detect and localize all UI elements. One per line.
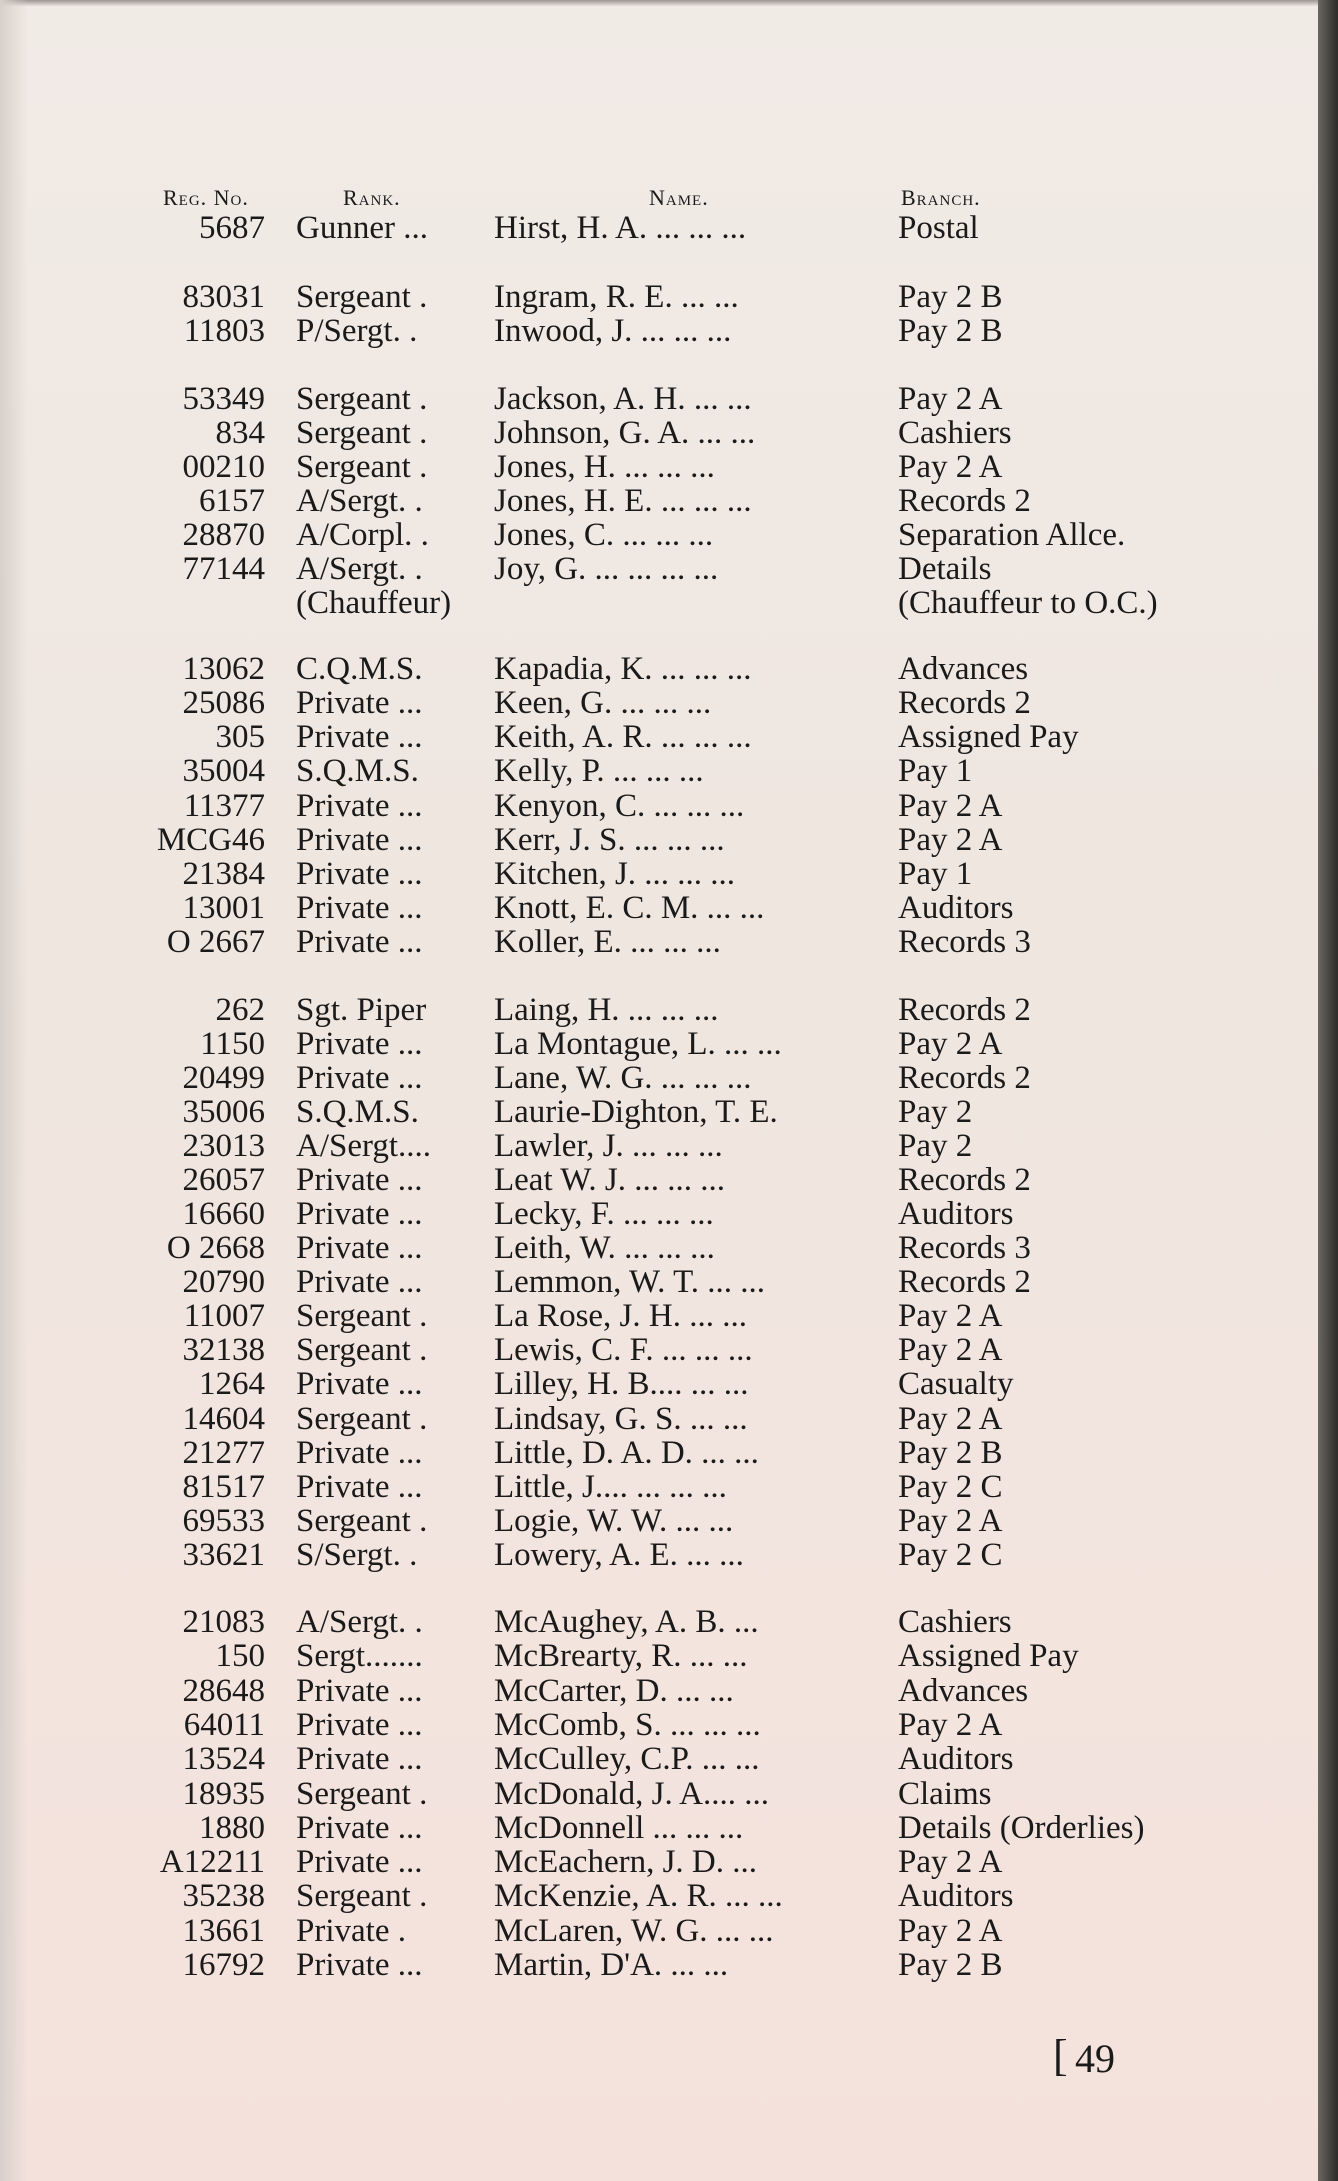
- name-cell: McComb, S. ... ... ...: [494, 1707, 761, 1743]
- rank-cell: A/Sergt. .: [296, 1604, 423, 1640]
- reg-no-cell: 305: [215, 719, 265, 755]
- branch-cell: Pay 2 A: [898, 1707, 1003, 1743]
- reg-no-cell: 77144: [182, 551, 265, 587]
- branch-cell: Pay 2 A: [898, 1332, 1003, 1368]
- name-cell: Keen, G. ... ... ...: [494, 685, 712, 721]
- branch-cell: Details: [898, 551, 992, 587]
- rank-cell: Gunner ...: [296, 210, 428, 246]
- rank-cell: Private ...: [296, 856, 423, 892]
- branch-cell: Records 3: [898, 1230, 1031, 1266]
- rank-cell: Private ...: [296, 685, 423, 721]
- reg-no-cell: 53349: [182, 381, 265, 417]
- rank-cell: Private ...: [296, 1230, 423, 1266]
- branch-cell: Assigned Pay: [898, 719, 1079, 755]
- branch-cell: (Chauffeur to O.C.): [898, 585, 1158, 621]
- rank-cell: A/Sergt. .: [296, 483, 423, 519]
- name-cell: Keith, A. R. ... ... ...: [494, 719, 752, 755]
- name-cell: Martin, D'A. ... ...: [494, 1947, 729, 1983]
- branch-cell: Cashiers: [898, 1604, 1012, 1640]
- reg-no-cell: 6157: [199, 483, 265, 519]
- name-cell: Jones, H. E. ... ... ...: [494, 483, 752, 519]
- reg-no-cell: 35006: [182, 1094, 265, 1130]
- rank-cell: S.Q.M.S.: [296, 1094, 419, 1130]
- reg-no-cell: 25086: [182, 685, 265, 721]
- name-cell: Jackson, A. H. ... ...: [494, 381, 752, 417]
- rank-cell: Private ...: [296, 1741, 423, 1777]
- branch-cell: Pay 2 B: [898, 1947, 1003, 1983]
- branch-cell: Records 2: [898, 483, 1031, 519]
- reg-no-cell: 26057: [182, 1162, 265, 1198]
- reg-no-cell: 33621: [182, 1537, 265, 1573]
- name-cell: Knott, E. C. M. ... ...: [494, 890, 765, 926]
- branch-cell: Pay 2 A: [898, 1913, 1003, 1949]
- name-cell: Johnson, G. A. ... ...: [494, 415, 756, 451]
- branch-cell: Records 2: [898, 1060, 1031, 1096]
- rank-cell: Private ...: [296, 1366, 423, 1402]
- header-reg-no: Reg. No.: [163, 185, 249, 210]
- name-cell: La Rose, J. H. ... ...: [494, 1298, 747, 1334]
- branch-cell: Pay 2 A: [898, 1026, 1003, 1062]
- branch-cell: Pay 1: [898, 753, 973, 789]
- binding-edge: [1318, 0, 1338, 2181]
- name-cell: McEachern, J. D. ...: [494, 1844, 758, 1880]
- branch-cell: Pay 2 C: [898, 1469, 1003, 1505]
- rank-cell: Private ...: [296, 1844, 423, 1880]
- reg-no-cell: 21384: [182, 856, 265, 892]
- rank-cell: A/Sergt. .: [296, 551, 423, 587]
- reg-no-cell: 83031: [182, 279, 265, 315]
- name-cell: Inwood, J. ... ... ...: [494, 313, 732, 349]
- rank-cell: P/Sergt. .: [296, 313, 418, 349]
- branch-cell: Casualty: [898, 1366, 1014, 1402]
- name-cell: Lawler, J. ... ... ...: [494, 1128, 723, 1164]
- name-cell: Laing, H. ... ... ...: [494, 992, 719, 1028]
- rank-cell: Sergeant .: [296, 449, 428, 485]
- name-cell: Lewis, C. F. ... ... ...: [494, 1332, 753, 1368]
- name-cell: McLaren, W. G. ... ...: [494, 1913, 774, 1949]
- rank-cell: C.Q.M.S.: [296, 651, 423, 687]
- name-cell: Joy, G. ... ... ... ...: [494, 551, 719, 587]
- rank-cell: S.Q.M.S.: [296, 753, 419, 789]
- reg-no-cell: 1880: [199, 1810, 265, 1846]
- reg-no-cell: 13524: [182, 1741, 265, 1777]
- branch-cell: Pay 2 B: [898, 313, 1003, 349]
- rank-cell: Sergeant .: [296, 1878, 428, 1914]
- reg-no-cell: 00210: [182, 449, 265, 485]
- branch-cell: Records 2: [898, 992, 1031, 1028]
- branch-cell: Pay 2: [898, 1128, 973, 1164]
- branch-cell: Separation Allce.: [898, 517, 1126, 553]
- reg-no-cell: 150: [215, 1638, 265, 1674]
- rank-cell: Sergeant .: [296, 1401, 428, 1437]
- reg-no-cell: 5687: [199, 210, 265, 246]
- rank-cell: Private ...: [296, 1264, 423, 1300]
- branch-cell: Pay 2 A: [898, 1298, 1003, 1334]
- page-gutter-shadow: [0, 0, 28, 2181]
- reg-no-cell: 64011: [183, 1707, 265, 1743]
- reg-no-cell: 20790: [182, 1264, 265, 1300]
- branch-cell: Claims: [898, 1776, 992, 1812]
- rank-cell: Private ...: [296, 822, 423, 858]
- name-cell: McAughey, A. B. ...: [494, 1604, 759, 1640]
- reg-no-cell: O 2668: [166, 1230, 265, 1266]
- rank-cell: Private ...: [296, 1196, 423, 1232]
- reg-no-cell: 14604: [182, 1401, 265, 1437]
- reg-no-cell: 11007: [183, 1298, 265, 1334]
- branch-cell: Pay 2 A: [898, 822, 1003, 858]
- rank-cell: Sergeant .: [296, 381, 428, 417]
- branch-cell: Cashiers: [898, 415, 1012, 451]
- rank-cell: Sergeant .: [296, 1332, 428, 1368]
- rank-cell: S/Sergt. .: [296, 1537, 418, 1573]
- reg-no-cell: 21277: [182, 1435, 265, 1471]
- rank-cell: Sergt.......: [296, 1638, 423, 1674]
- reg-no-cell: 16660: [182, 1196, 265, 1232]
- header-name: Name.: [649, 185, 709, 210]
- name-cell: Jones, H. ... ... ...: [494, 449, 715, 485]
- name-cell: Ingram, R. E. ... ...: [494, 279, 739, 315]
- reg-no-cell: 69533: [182, 1503, 265, 1539]
- name-cell: McKenzie, A. R. ... ...: [494, 1878, 783, 1914]
- name-cell: Little, J.... ... ... ...: [494, 1469, 727, 1505]
- reg-no-cell: 1150: [200, 1026, 265, 1062]
- reg-no-cell: 834: [215, 415, 265, 451]
- reg-no-cell: A12211: [159, 1844, 265, 1880]
- name-cell: Kelly, P. ... ... ...: [494, 753, 704, 789]
- reg-no-cell: 13062: [182, 651, 265, 687]
- reg-no-cell: 23013: [182, 1128, 265, 1164]
- page-number: 49: [1075, 2036, 1115, 2081]
- reg-no-cell: 32138: [182, 1332, 265, 1368]
- branch-cell: Pay 2 A: [898, 381, 1003, 417]
- name-cell: McDonald, J. A.... ...: [494, 1776, 769, 1812]
- name-cell: La Montague, L. ... ...: [494, 1026, 782, 1062]
- branch-cell: Assigned Pay: [898, 1638, 1079, 1674]
- branch-cell: Records 2: [898, 685, 1031, 721]
- rank-cell: Sergeant .: [296, 1776, 428, 1812]
- reg-no-cell: 1264: [199, 1366, 265, 1402]
- rank-cell: (Chauffeur): [296, 585, 452, 621]
- name-cell: Logie, W. W. ... ...: [494, 1503, 734, 1539]
- page-top-edge: [0, 0, 1318, 6]
- rank-cell: Private ...: [296, 719, 423, 755]
- reg-no-cell: 35238: [182, 1878, 265, 1914]
- rank-cell: Private ...: [296, 924, 423, 960]
- reg-no-cell: 81517: [182, 1469, 265, 1505]
- rank-cell: Private ...: [296, 1435, 423, 1471]
- branch-cell: Records 2: [898, 1162, 1031, 1198]
- rank-cell: Private ...: [296, 788, 423, 824]
- reg-no-cell: O 2667: [166, 924, 265, 960]
- reg-no-cell: 16792: [182, 1947, 265, 1983]
- rank-cell: Sergeant .: [296, 1298, 428, 1334]
- name-cell: Jones, C. ... ... ...: [494, 517, 714, 553]
- name-cell: Lane, W. G. ... ... ...: [494, 1060, 752, 1096]
- branch-cell: Pay 2 A: [898, 1503, 1003, 1539]
- branch-cell: Details (Orderlies): [898, 1810, 1145, 1846]
- reg-no-cell: 18935: [182, 1776, 265, 1812]
- branch-cell: Records 2: [898, 1264, 1031, 1300]
- rank-cell: Private .: [296, 1913, 406, 1949]
- name-cell: Lindsay, G. S. ... ...: [494, 1401, 748, 1437]
- name-cell: Koller, E. ... ... ...: [494, 924, 721, 960]
- reg-no-cell: 262: [215, 992, 265, 1028]
- rank-cell: A/Sergt....: [296, 1128, 432, 1164]
- branch-cell: Auditors: [898, 1196, 1014, 1232]
- reg-no-cell: 11803: [183, 313, 265, 349]
- rank-cell: A/Corpl. .: [296, 517, 429, 553]
- branch-cell: Pay 2 B: [898, 1435, 1003, 1471]
- branch-cell: Pay 2 C: [898, 1537, 1003, 1573]
- branch-cell: Auditors: [898, 1741, 1014, 1777]
- rank-cell: Sgt. Piper: [296, 992, 427, 1028]
- name-cell: Little, D. A. D. ... ...: [494, 1435, 759, 1471]
- name-cell: McBrearty, R. ... ...: [494, 1638, 748, 1674]
- name-cell: McCulley, C.P. ... ...: [494, 1741, 760, 1777]
- branch-cell: Auditors: [898, 1878, 1014, 1914]
- name-cell: Kitchen, J. ... ... ...: [494, 856, 736, 892]
- reg-no-cell: 28648: [182, 1673, 265, 1709]
- reg-no-cell: 13001: [182, 890, 265, 926]
- rank-cell: Sergeant .: [296, 415, 428, 451]
- name-cell: Lecky, F. ... ... ...: [494, 1196, 714, 1232]
- name-cell: McCarter, D. ... ...: [494, 1673, 734, 1709]
- rank-cell: Private ...: [296, 1469, 423, 1505]
- branch-cell: Advances: [898, 1673, 1029, 1709]
- reg-no-cell: 11377: [183, 788, 265, 824]
- rank-cell: Sergeant .: [296, 1503, 428, 1539]
- rank-cell: Private ...: [296, 1947, 423, 1983]
- rank-cell: Private ...: [296, 1162, 423, 1198]
- reg-no-cell: 13661: [182, 1913, 265, 1949]
- reg-no-cell: MCG46: [156, 822, 265, 858]
- header-branch: Branch.: [901, 185, 981, 210]
- name-cell: Hirst, H. A. ... ... ...: [494, 210, 747, 246]
- branch-cell: Pay 2 A: [898, 1401, 1003, 1437]
- name-cell: Kapadia, K. ... ... ...: [494, 651, 752, 687]
- branch-cell: Records 3: [898, 924, 1031, 960]
- reg-no-cell: 20499: [182, 1060, 265, 1096]
- name-cell: Kerr, J. S. ... ... ...: [494, 822, 725, 858]
- branch-cell: Advances: [898, 651, 1029, 687]
- reg-no-cell: 28870: [182, 517, 265, 553]
- branch-cell: Pay 2 A: [898, 788, 1003, 824]
- rank-cell: Private ...: [296, 1673, 423, 1709]
- name-cell: Kenyon, C. ... ... ...: [494, 788, 745, 824]
- header-rank: Rank.: [343, 185, 401, 210]
- name-cell: Leat W. J. ... ... ...: [494, 1162, 725, 1198]
- reg-no-cell: 21083: [182, 1604, 265, 1640]
- branch-cell: Pay 2 A: [898, 1844, 1003, 1880]
- reg-no-cell: 35004: [182, 753, 265, 789]
- branch-cell: Pay 2: [898, 1094, 973, 1130]
- name-cell: Leith, W. ... ... ...: [494, 1230, 715, 1266]
- branch-cell: Pay 2 A: [898, 449, 1003, 485]
- rank-cell: Sergeant .: [296, 279, 428, 315]
- name-cell: Lilley, H. B.... ... ...: [494, 1366, 749, 1402]
- name-cell: Laurie-Dighton, T. E.: [494, 1094, 778, 1130]
- branch-cell: Postal: [898, 210, 979, 246]
- name-cell: McDonnell ... ... ...: [494, 1810, 744, 1846]
- branch-cell: Pay 1: [898, 856, 973, 892]
- name-cell: Lemmon, W. T. ... ...: [494, 1264, 766, 1300]
- rank-cell: Private ...: [296, 890, 423, 926]
- rank-cell: Private ...: [296, 1026, 423, 1062]
- rank-cell: Private ...: [296, 1060, 423, 1096]
- branch-cell: Auditors: [898, 890, 1014, 926]
- page-number-bracket: [: [1053, 2031, 1068, 2080]
- name-cell: Lowery, A. E. ... ...: [494, 1537, 744, 1573]
- branch-cell: Pay 2 B: [898, 279, 1003, 315]
- rank-cell: Private ...: [296, 1810, 423, 1846]
- rank-cell: Private ...: [296, 1707, 423, 1743]
